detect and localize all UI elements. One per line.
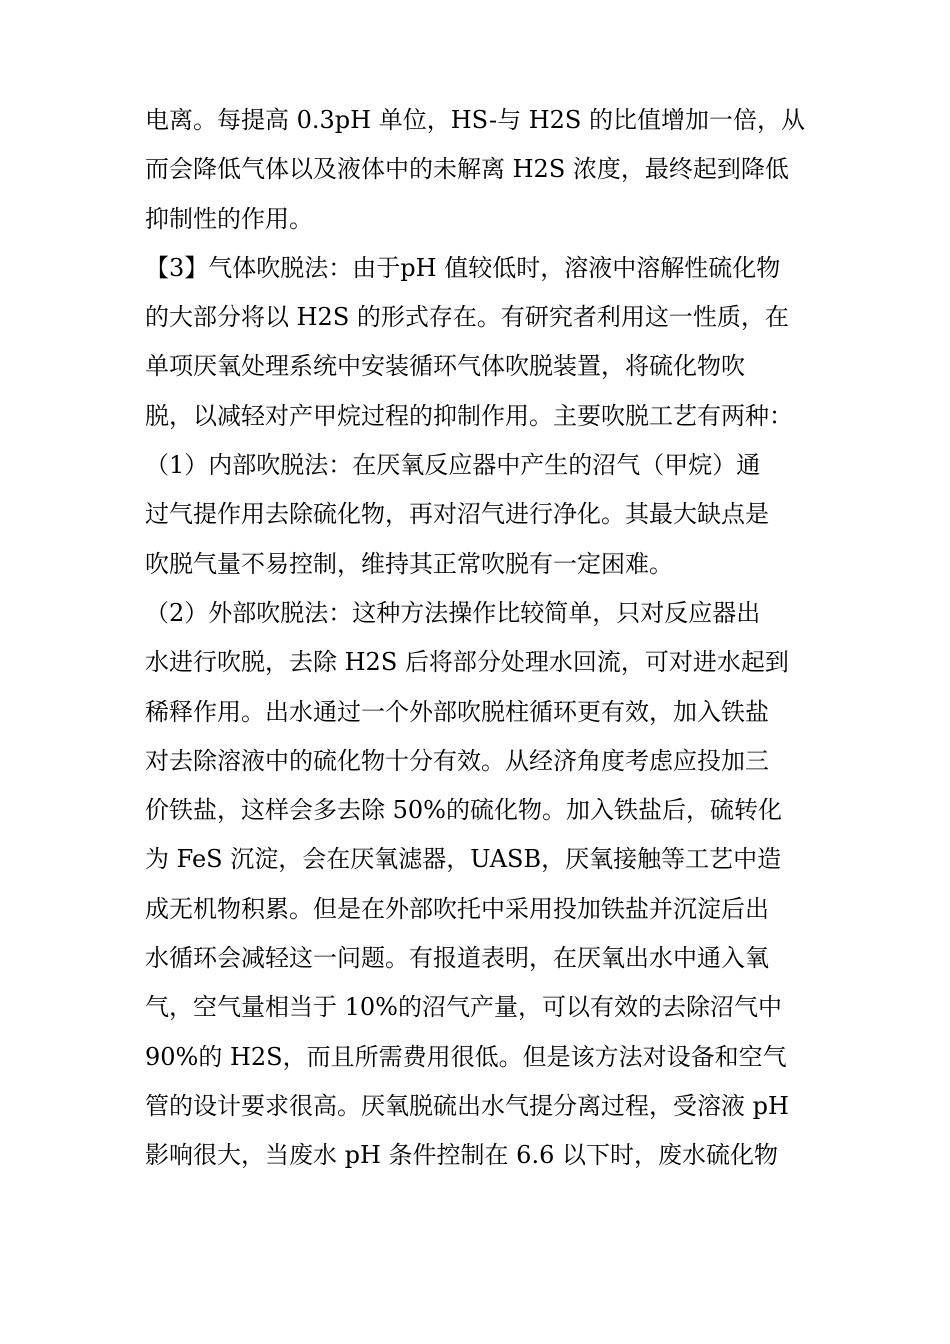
text-line: 成无机物积累。但是在外部吹托中采用投加铁盐并沉淀后出 [145, 894, 769, 923]
text-line: 电离。每提高 0.3pH 单位，HS-与 H2S 的比值增加一倍，从 [145, 106, 805, 134]
text-line: 管的设计要求很高。厌氧脱硫出水气提分离过程，受溶液 pH [145, 1091, 789, 1120]
text-line: 对去除溶液中的硫化物十分有效。从经济角度考虑应投加三 [145, 746, 769, 775]
text-line: 水循环会减轻这一问题。有报道表明，在厌氧出水中通入氧 [145, 944, 769, 973]
text-line: 单项厌氧处理系统中安装循环气体吹脱装置，将硫化物吹 [145, 352, 745, 381]
text-line: （1）内部吹脱法：在厌氧反应器中产生的沼气（甲烷）通 [145, 451, 761, 480]
text-line: 稀释作用。出水通过一个外部吹脱柱循环更有效，加入铁盐 [145, 697, 769, 726]
text-line: 抑制性的作用。 [145, 204, 313, 233]
text-line: 的大部分将以 H2S 的形式存在。有研究者利用这一性质，在 [145, 303, 789, 332]
text-line: 脱，以减轻对产甲烷过程的抑制作用。主要吹脱工艺有两种： [145, 401, 793, 430]
text-line: 【3】气体吹脱法：由于pH 值较低时，溶液中溶解性硫化物 [145, 253, 781, 282]
text-line: 价铁盐，这样会多去除 50%的硫化物。加入铁盐后，硫转化 [145, 796, 782, 825]
document-body [145, 96, 815, 1181]
text-line: 90%的 H2S，而且所需费用很低。但是该方法对设备和空气 [145, 1042, 787, 1071]
text-line: 过气提作用去除硫化物，再对沼气进行净化。其最大缺点是 [145, 500, 769, 529]
text-line: 水进行吹脱，去除 H2S 后将部分处理水回流，可对进水起到 [145, 648, 789, 677]
text-line: 为 FeS 沉淀，会在厌氧滤器，UASB，厌氧接触等工艺中造 [145, 845, 782, 874]
text-line: 影响很大，当废水 pH 条件控制在 6.6 以下时，废水硫化物 [145, 1141, 778, 1170]
text-line: （2）外部吹脱法：这种方法操作比较简单，只对反应器出 [145, 598, 761, 627]
text-line: 吹脱气量不易控制，维持其正常吹脱有一定困难。 [145, 549, 673, 578]
text-line: 而会降低气体以及液体中的未解离 H2S 浓度，最终起到降低 [145, 155, 789, 184]
text-line: 气，空气量相当于 10%的沼气产量，可以有效的去除沼气中 [145, 993, 782, 1022]
